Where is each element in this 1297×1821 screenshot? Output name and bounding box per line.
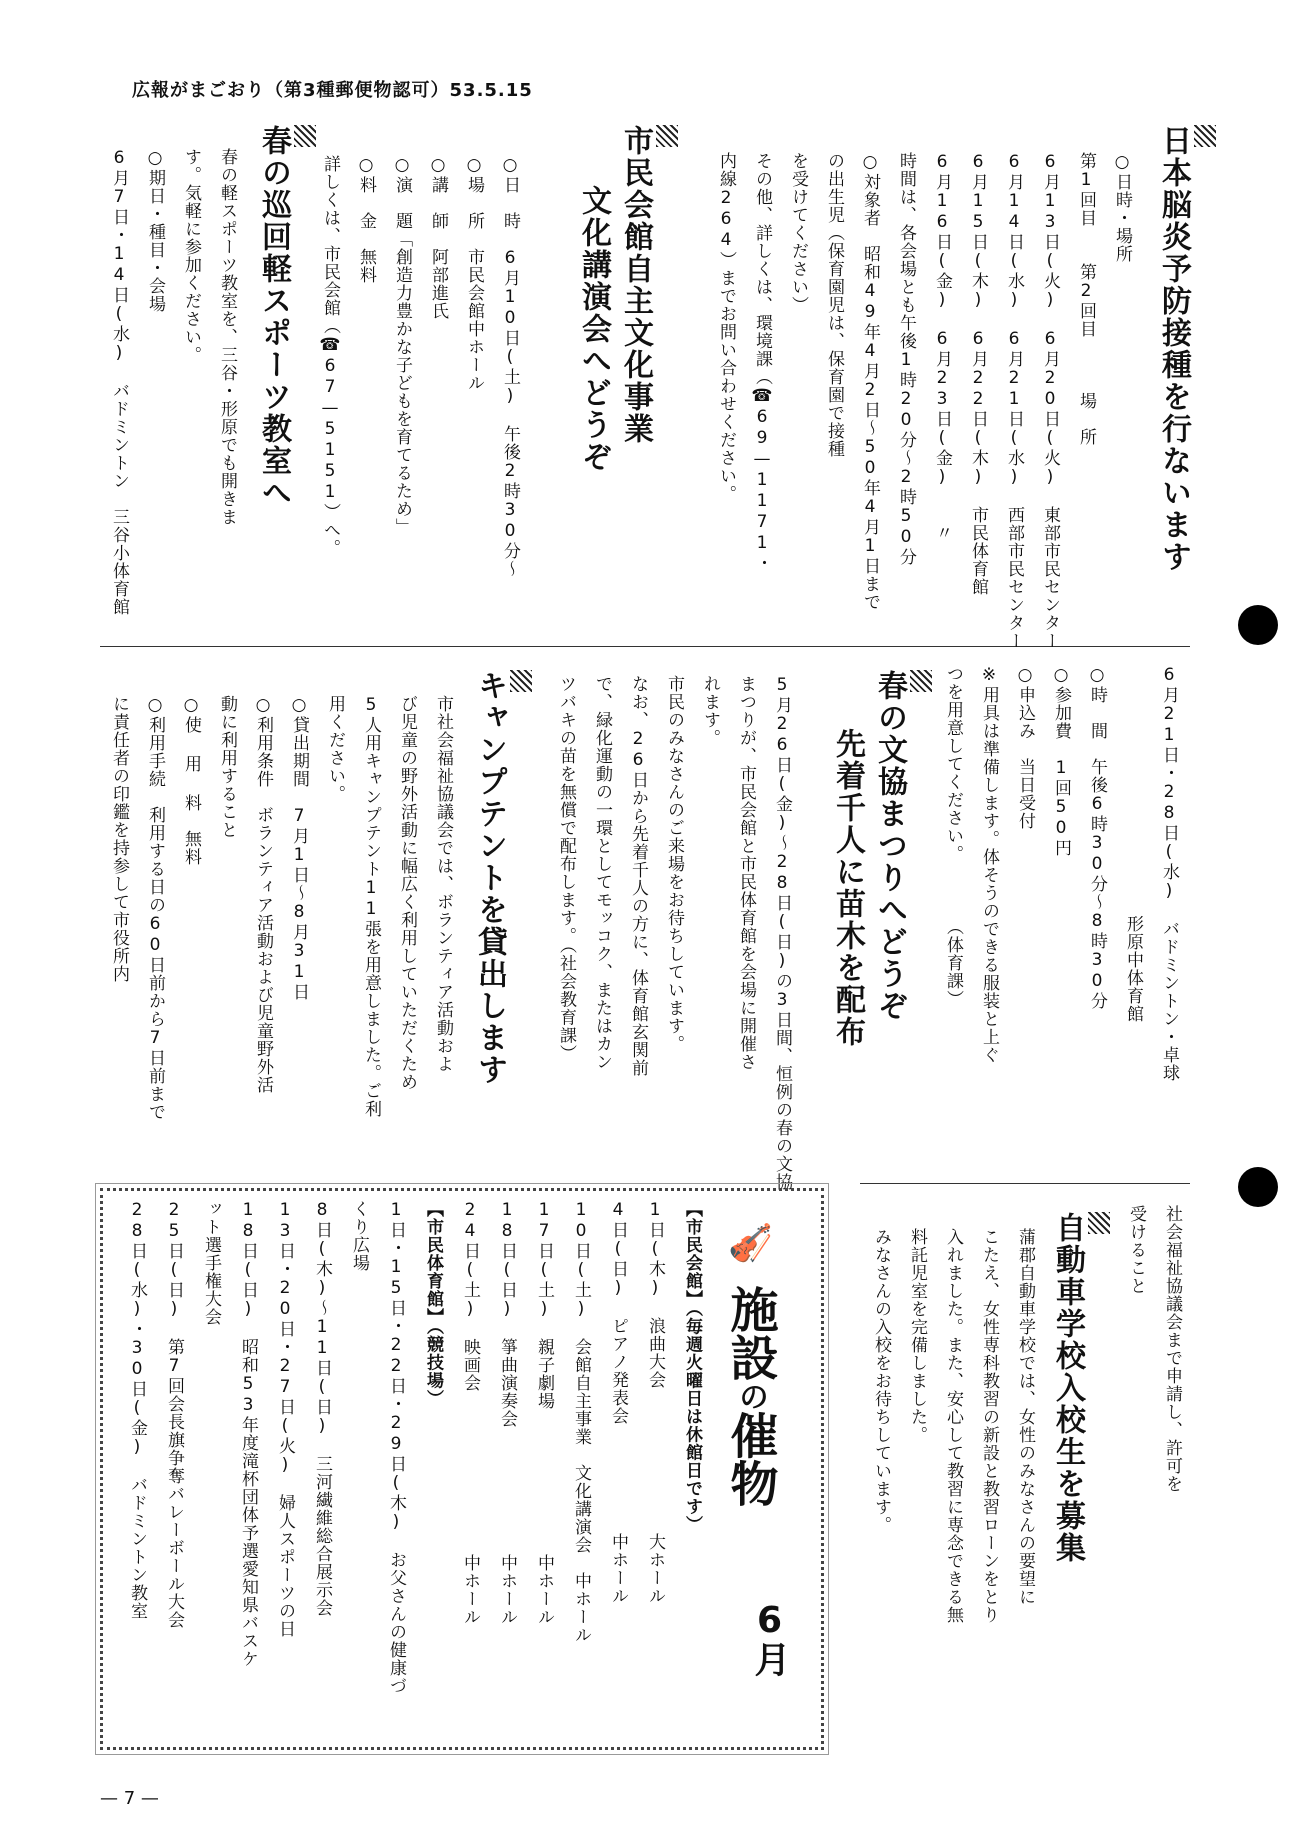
events-venue-heading: 【市民体育館】（競技場） [423,1200,443,1408]
article-title-driving-school: 自動車学校入校生を募集 [1046,1212,1110,1564]
violin-icon: 🎻 [728,1223,773,1264]
text-line: 6月21日・28日(水) バドミントン・卓球 [1159,665,1179,1082]
hatch-marker [656,125,678,147]
hatch-marker [294,125,316,147]
event-row: 18日(日) 昭和53年度滝杯団体予選愛知県バスケ [238,1200,258,1668]
page-number: — 7 — [100,1788,159,1809]
article-body-festival [540,675,800,1191]
event-row: 13日・20日・27日(火) 婦人スポーツの日 [275,1200,295,1638]
text-line: 5人用キャンプテント11張を用意しました。ご利 [361,695,381,1118]
article-body-sports-continued [925,665,1187,1165]
text-line: ※用具は準備します。体そうのできる服装と上ぐ [979,665,999,1064]
event-row: 25日(日) 第7回会長旗争奪バレーボール大会 [164,1200,184,1629]
text-line: その他、詳しくは、環境課（☎69—1171・ [752,152,772,572]
events-list [110,1200,710,1735]
article-title-lecture: 市民会館自主文化事業 文化講演会へどうぞ [572,125,678,625]
text-line: ○講 師 阿部進氏 [428,155,448,320]
event-row: ット選手権大会 [201,1200,221,1326]
text-line: ○演 題「創造力豊かな子どもを育てるため」 [392,155,412,536]
text-line: 6月7日・14日(水) バドミントン 三谷小体育館 [109,148,129,616]
text-line: を受けてください） [788,152,808,314]
text-line: 市社会福祉協議会では、ボランティア活動およ [433,695,453,1073]
article-title-encephalitis: 日本脳炎予防接種を行ないます [1152,125,1216,573]
binding-hole-top [1238,605,1278,645]
text-line: ○申込み 当日受付 [1015,665,1035,830]
article-title-sports: 春の巡回軽スポーツ教室へ [252,125,316,509]
text-line: ○利用手続 利用する日の60日前から7日前まで [145,695,165,1121]
text-line: ○日時・場所 [1112,152,1132,263]
text-line: 形原中体育館 [1123,915,1143,1023]
text-line: ○参加費 1回50円 [1051,665,1071,857]
event-row: くり広場 [349,1200,369,1272]
text-line: 社会福祉協議会まで申請し、許可を [1162,1205,1182,1493]
divider-right-bottom [860,1183,1190,1184]
event-row: 24日(土) 映画会 中ホール [460,1200,480,1626]
text-line: す。気軽に参加ください。 [181,148,201,364]
events-title: 施設の催物 [722,1285,778,1507]
event-row: 4日(日) ピアノ発表会 中ホール [608,1200,628,1605]
text-line: 蒲郡自動車学校では、女性のみなさんの要望に [1015,1228,1035,1606]
divider-top [100,646,1190,647]
hatch-marker [910,670,932,692]
article-body-tent-continued [1120,1205,1190,1735]
text-line: ○期日・種目・会場 [145,148,165,313]
article-body-tent [96,695,461,1165]
text-line: 6月16日(金) 6月23日(金) 〃 [932,152,952,542]
event-row: 1日(木) 浪曲大会 大ホール [645,1200,665,1605]
article-body-sports [95,148,245,636]
hatch-marker [1088,1212,1110,1234]
event-row: 17日(土) 親子劇場 中ホール [534,1200,554,1626]
text-line: 動に利用すること [217,695,237,839]
article-body-encephalitis [700,152,1140,650]
text-line: まつりが、市民会館と市民体育館を会場に開催さ [736,675,756,1071]
text-line: で、緑化運動の一環としてモッコク、またはカン [592,675,612,1071]
text-line: こたえ、女性専科教習の新設と教習ローンをとり [979,1228,999,1624]
hatch-marker [510,670,532,692]
text-line: 用ください。 [325,695,345,803]
text-line: ○料 金 無料 [356,155,376,284]
events-month: 6月 [749,1600,790,1677]
event-row: 18日(日) 箏曲演奏会 中ホール [497,1200,517,1626]
text-line: 料託児室を完備しました。 [907,1228,927,1444]
text-line: 入れました。また、安心して教習に専念できる無 [943,1228,963,1624]
text-line: ○日 時 6月10日(土) 午後2時30分～ [500,155,520,578]
text-line: ○場 所 市民会館中ホール [464,155,484,392]
text-line: ツバキの苗を無償で配布します。（社会教育課） [556,675,576,1063]
event-row: 8日(木)～11日(日) 三河繊維総合展示会 [312,1200,332,1617]
text-line: 6月14日(水) 6月21日(水) 西部市民センター [1004,152,1024,650]
text-line: ○利用条件 ボランティア活動および児童野外活 [253,695,273,1094]
text-line: 5月26日(金)～28日(日)の3日間、恒例の春の文協 [772,675,792,1191]
text-line: 詳しくは、市民会館（☎67—5151）へ。 [320,155,340,557]
text-line: みなさんの入校をお待ちしています。 [871,1228,891,1534]
text-line: 受けること [1126,1205,1146,1295]
text-line: 6月13日(火) 6月20日(火) 東部市民センター [1040,152,1060,650]
text-line: ○対象者 昭和49年4月2日～50年4月1日まで [860,152,880,611]
text-line: 時間は、各会場とも午後1時20分～2時50分 [896,152,916,566]
text-line: ○貸出期間 7月1日～8月31日 [289,695,309,1001]
publication-header: 広報がまごおり（第3種郵便物認可）53.5.15 [132,80,533,101]
article-body-lecture [312,155,528,635]
binding-hole-bottom [1238,1167,1278,1207]
article-title-festival: 春の文協まつりへどうぞ 先着千人に苗木を配布 [826,670,932,1160]
text-line: 春の軽スポーツ教室を、三谷・形原でも開きま [217,148,237,526]
events-venue-heading: 【市民会館】（毎週火曜日は休館日です） [682,1200,702,1534]
text-line: 6月15日(木) 6月22日(木) 市民体育館 [968,152,988,596]
event-row: 10日(土) 会館自主事業 文化講演会 中ホール [571,1200,591,1644]
article-title-tent: キャンプテントを貸出します [468,670,532,1086]
text-line: れます。 [700,675,720,747]
text-line: 内線264）までお問い合わせください。 [716,152,736,503]
hatch-marker [1194,125,1216,147]
text-line: 市民のみなさんのご来場をお待ちしています。 [664,675,684,1053]
article-body-driving-school [858,1228,1043,1738]
text-line: 第1回目 第2回目 場 所 [1076,152,1096,446]
text-line: なお、26日から先着千人の方に、体育館玄関前 [628,675,648,1077]
text-line: つを用意してください。 （体育課） [943,665,963,1008]
text-line: の出生児（保育園児は、保育園で接種 [824,152,844,458]
text-line: び児童の野外活動に幅広く利用していただくため [397,695,417,1091]
text-line: に責任者の印鑑を持参して市役所内 [109,695,129,983]
text-line: ○時 間 午後6時30分～8時30分 [1087,665,1107,1010]
text-line: ○使 用 料 無料 [181,695,201,866]
event-row: 1日・15日・22日・29日(木) お父さんの健康づ [386,1200,406,1695]
event-row: 28日(水)・30日(金) バドミントン教室 [127,1200,147,1620]
